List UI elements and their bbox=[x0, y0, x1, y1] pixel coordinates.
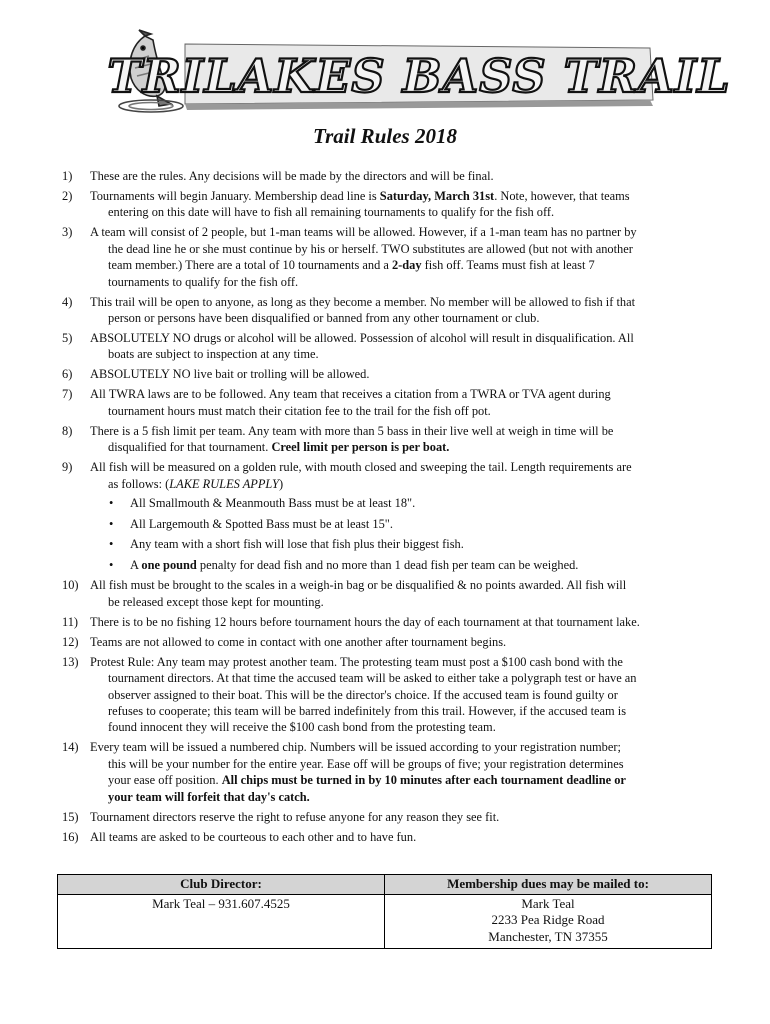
rule-1: 1) These are the rules. Any decisions will be made by the directors and will be final. bbox=[62, 169, 494, 183]
rule-7: 7) All TWRA laws are to be followed. Any team that receives a citation from a TWRA or TVA agent during tournament hours must match their citation fee to the trail for the fish off pot. bbox=[62, 387, 611, 418]
rule-4: 4) This trail will be open to anyone, as long as they become a member. No member will be allowed to fish if that person or persons have been disqualified or banned from any other tournament or club. bbox=[62, 294, 636, 326]
rule-5: 5) ABSOLUTELY NO drugs or alcohol will be allowed. Possession of alcohol will result in disqualification. All boats are subject to inspection at any time. bbox=[62, 331, 634, 362]
contact-table bbox=[57, 874, 712, 949]
rule-3: 3) A team will consist of 2 people, but 1-man teams will be allowed. However, if a 1-man team has no partner by the dead line he or she must continue by his or herself. TWO substitutes are allowed (but not with another team member.) There are a total of 10 tournaments and a 2-day fish off. Teams must fish at least 7 tournaments to qualify for the fish off. bbox=[62, 225, 637, 289]
membership-dues-header: Membership dues may be mailed to: bbox=[385, 875, 712, 895]
table-row bbox=[58, 894, 712, 949]
rule-12: 12) Teams are not allowed to come in contact with one another after tournament begins. bbox=[62, 634, 507, 649]
rule-11: 11) There is to be no fishing 12 hours before tournament hours the day of each tournament at that tournament lake. bbox=[62, 614, 640, 629]
bullet-icon: • bbox=[109, 537, 114, 552]
page-title: Trail Rules 2018 bbox=[313, 124, 457, 148]
rule-6: 6) ABSOLUTELY NO live bait or trolling will be allowed. bbox=[62, 367, 370, 382]
club-director-contact: Mark Teal – 931.607.4525 bbox=[58, 894, 385, 949]
rule-13: 13) Protest Rule: Any team may protest another team. The protesting team must post a $100 cash bond with the tournament directors. At that time the accused team will be asked to either take a polygraph test or have an observer assigned to their boat. This will be the director's choice. If the accused team is found guilty or refuses to cooperate; this team will be barred indefinitely from this trail. However, if the accused team is found innocent they will receive the $100 cash bond from the protesting team. bbox=[62, 654, 637, 735]
club-director-header: Club Director: bbox=[58, 875, 385, 895]
length-requirements-list bbox=[90, 495, 712, 573]
trilakes-bass-trail-logo bbox=[107, 30, 731, 118]
rule-9: 9) All fish will be measured on a golden rule, with mouth closed and sweeping the tail. Length requirements are as follows: (LAKE RULES APPLY) • All Smallmouth & Meanmouth Bass must be at least 18". • All Largemouth & Spotted Bass must be at least 15". • Any team with a short fish will lose that fish plus their biggest fish. • A one pound penalty for dead fish and no more than 1 dead fish per team can be weighed. bbox=[62, 459, 712, 573]
bullet-icon: • bbox=[109, 557, 114, 572]
bullet-icon: • bbox=[109, 496, 114, 511]
rule-2: 2) Tournaments will begin January. Membership dead line is Saturday, March 31st. Note, however, that teams entering on this date will have to fish all remaining tournaments to qualify for the fish off. bbox=[62, 189, 630, 220]
table-row bbox=[58, 875, 712, 895]
svg-text:TRILAKES BASS TRAIL: TRILAKES BASS TRAIL bbox=[107, 49, 731, 103]
rule-10: 10) All fish must be brought to the scales in a weigh-in bag or be disqualified & no points awarded. All fish will be released except those kept for mounting. bbox=[62, 578, 627, 609]
rule-14: 14) Every team will be issued a numbered chip. Numbers will be issued according to your registration number; this will be your number for the entire year. Ease off will be groups of five; your registration determines your ease off position. All chips must be turned in by 10 minutes after each tournament deadline or your team will forfeit that day's catch. bbox=[62, 740, 626, 804]
list-item: • Any team with a short fish will lose that fish plus their biggest fish. bbox=[109, 537, 464, 552]
rules-list bbox=[62, 168, 712, 849]
bullet-icon: • bbox=[109, 516, 114, 531]
list-item: • All Largemouth & Spotted Bass must be at least 15". bbox=[109, 516, 393, 531]
rule-16: 16) All teams are asked to be courteous to each other and to have fun. bbox=[62, 829, 417, 844]
bass-fish-logo-icon bbox=[107, 30, 731, 118]
membership-dues-address: Mark Teal 2233 Pea Ridge Road Manchester, TN 37355 bbox=[385, 894, 712, 949]
list-item: • All Smallmouth & Meanmouth Bass must be at least 18". bbox=[109, 496, 416, 511]
list-item: • A one pound penalty for dead fish and no more than 1 dead fish per team can be weighed. bbox=[109, 557, 579, 572]
rule-15: 15) Tournament directors reserve the right to refuse anyone for any reason they see fit. bbox=[62, 809, 500, 824]
rule-8: 8) There is a 5 fish limit per team. Any team with more than 5 bass in their live well at weigh in time will be disqualified for that tournament. Creel limit per person is per boat. bbox=[62, 423, 614, 455]
